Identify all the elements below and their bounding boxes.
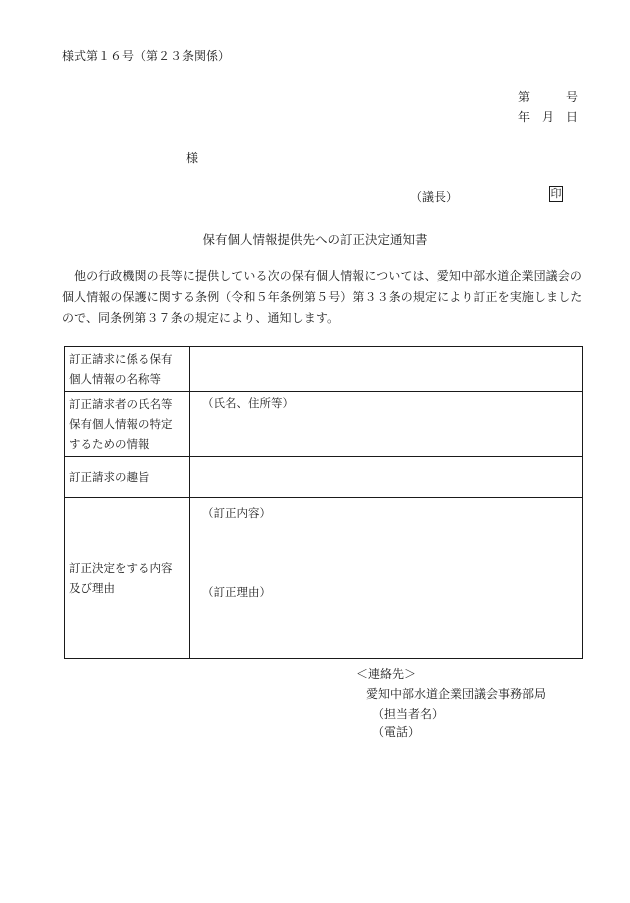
correction-reason-label: （訂正理由） [202,585,271,599]
date-year: 年 [518,110,531,124]
label-line: 訂正請求の趣旨 [69,470,150,484]
label-line: 個人情報の名称等 [69,372,161,386]
contact-person: （担当者名） [372,707,445,721]
document-title: 保有個人情報提供先への訂正決定通知書 [202,232,428,247]
row-value-decision [190,498,583,659]
info-table [64,346,583,659]
table-row [65,392,583,457]
row-label-purpose [65,457,190,498]
label-line: 及び理由 [69,581,115,595]
doc-number-prefix: 第 [518,90,531,104]
form-number: 様式第１６号（第２３条関係） [62,49,231,63]
correction-content-label: （訂正内容） [202,506,271,520]
row-value-item-name [190,347,583,392]
body-line: 個人情報の保護に関する条例（令和５年条例第５号）第３３条の規定により訂正を実施しました [62,290,583,304]
addressee: 様 [186,151,199,165]
contact-organization: 愛知中部水道企業団議会事務部局 [366,687,547,701]
table-row [65,347,583,392]
table-row [65,498,583,659]
label-line: するための情報 [69,437,150,451]
date-month: 月 [542,110,555,124]
body-text [62,266,592,329]
seal-box: 印 [550,187,562,200]
body-line: ので、同条例第３７条の規定により、通知します。 [62,311,340,325]
body-line: 他の行政機関の長等に提供している次の保有個人情報については、愛知中部水道企業団議会の [74,269,582,283]
row-label-decision [65,498,190,659]
label-line: 訂正決定をする内容 [69,561,173,575]
contact-phone: （電話） [372,725,421,739]
doc-number-suffix: 号 [566,90,579,104]
sender: （議長） [410,190,459,204]
label-line: 保有個人情報の特定 [69,417,173,431]
label-line: 訂正請求者の氏名等 [69,397,173,411]
label-line: 訂正請求に係る保有 [69,352,173,366]
row-value-purpose [190,457,583,498]
row-label-item-name [65,347,190,392]
table-row [65,457,583,498]
date-day: 日 [566,110,579,124]
row-value-requester: （氏名、住所等） [190,392,583,457]
row-label-requester [65,392,190,457]
contact-header: ＜連絡先＞ [356,667,417,681]
